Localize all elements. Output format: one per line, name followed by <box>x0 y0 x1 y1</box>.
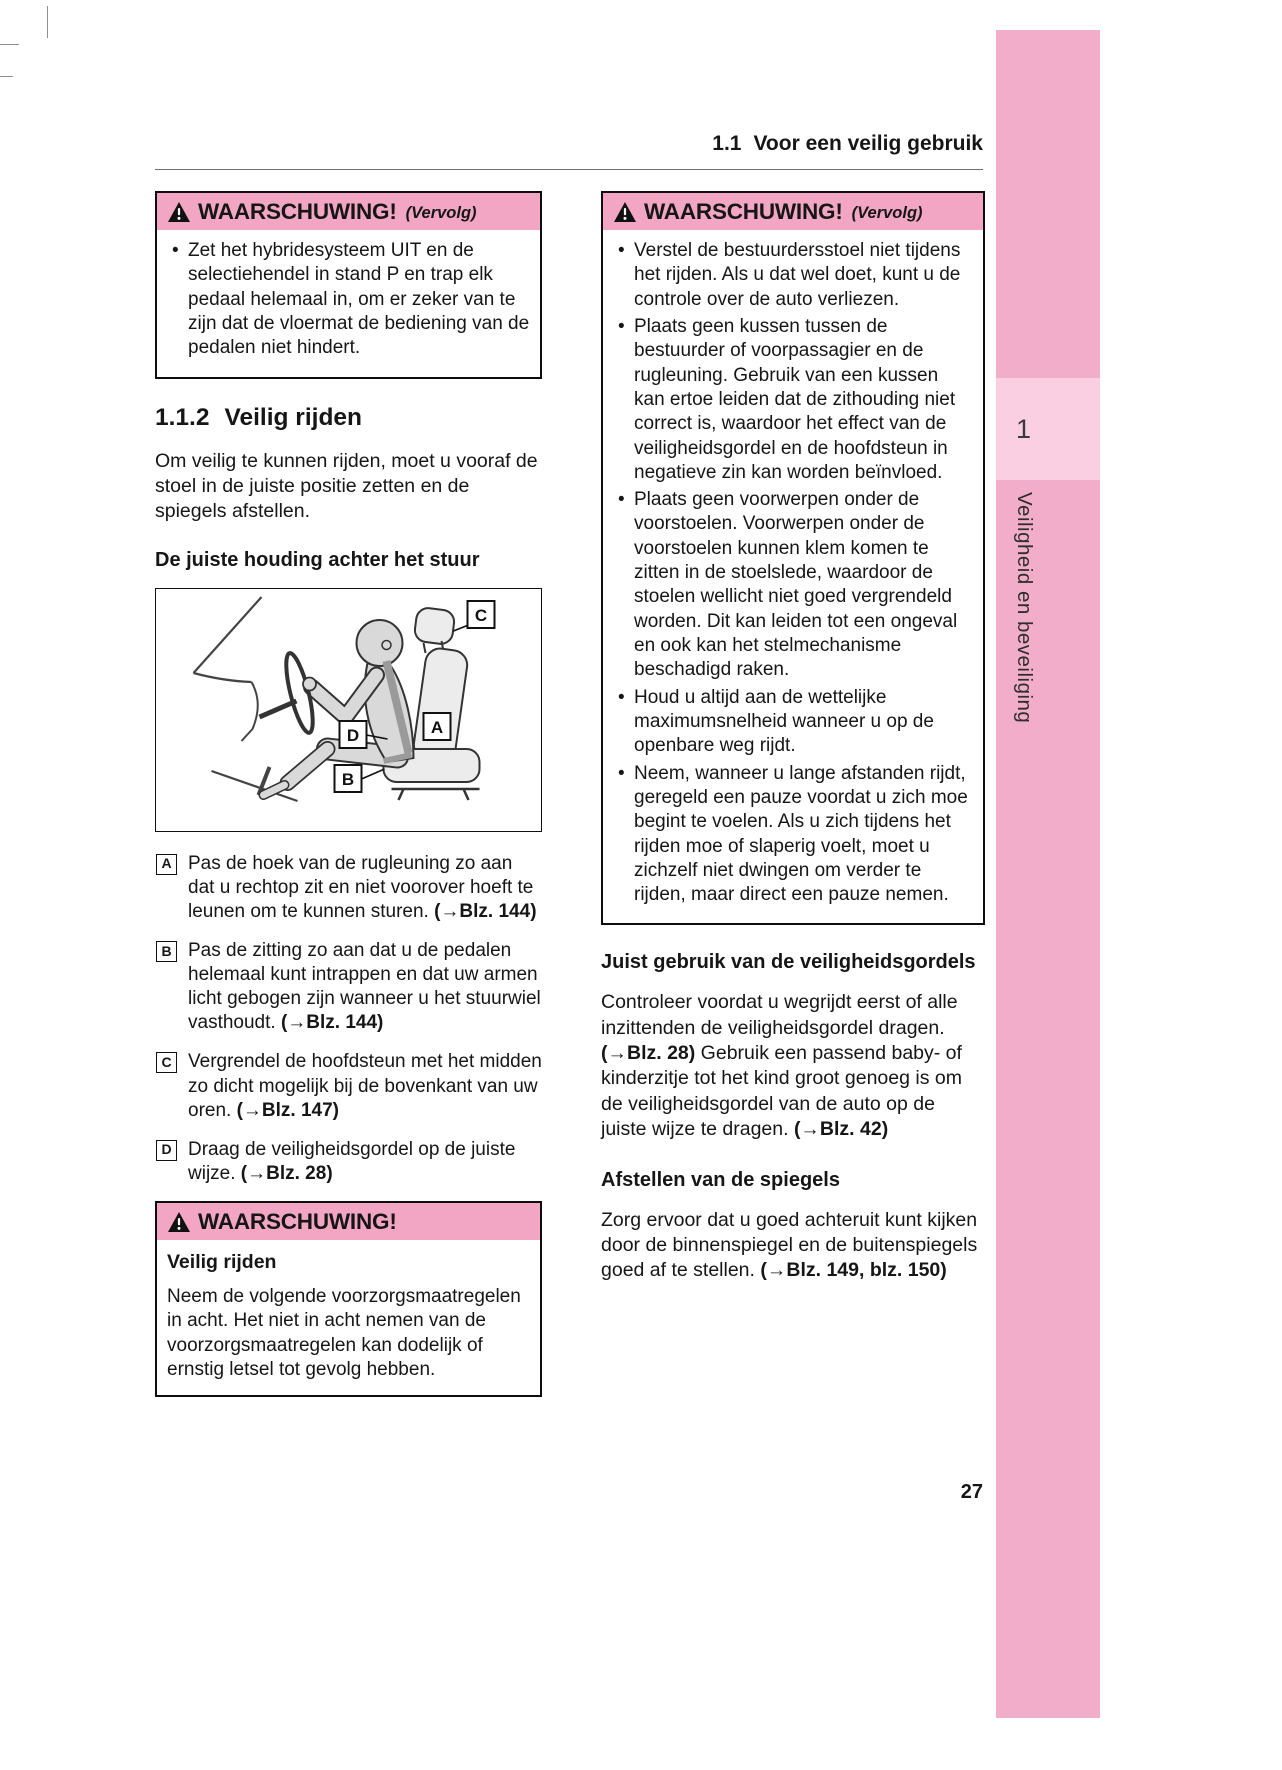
warning-box-body <box>157 1240 540 1395</box>
warning-box-header <box>157 193 540 230</box>
warning-bullet: • Houd u altijd aan de wettelijke maximumsnelheid wanneer u op de openbare weg rijdt. <box>613 686 973 759</box>
labeled-item-b <box>155 939 542 1036</box>
header-divider <box>155 169 983 170</box>
svg-text:D: D <box>346 725 360 745</box>
warning-subtitle: Veilig rijden <box>167 1251 277 1274</box>
warning-box-continued-right <box>601 191 985 925</box>
section-heading-title: Veilig rijden <box>224 403 363 431</box>
crop-mark <box>0 76 13 77</box>
svg-text:B: B <box>341 769 355 789</box>
warning-box-body <box>603 230 983 923</box>
figure-label-b <box>335 765 362 792</box>
chapter-title-wrap <box>996 492 1100 723</box>
warning-box-header <box>157 1203 540 1240</box>
warning-triangle-icon <box>167 201 191 223</box>
warning-continued-label: (Vervolg) <box>405 204 477 222</box>
item-key: B <box>156 941 177 962</box>
section-heading-number: 1.1.2 <box>155 403 210 431</box>
item-text: Pas de zitting zo aan dat u de pedalen helemaal kunt intrappen en dat uw armen licht gebogen zijn wanneer u het stuurwiel vasthoudt. (→Blz. 144) <box>188 939 541 1034</box>
warning-bullet: • Zet het hybridesysteem UIT en de selectiehendel in stand P en trap elk pedaal helemaal in, om er zeker van te zijn dat de vloermat de bediening van de pedalen niet hindert. <box>167 239 530 361</box>
svg-text:A: A <box>430 717 444 737</box>
warning-paragraph: Neem de volgende voorzorgsmaatregelen in acht. Het niet in acht nemen van de voorzorgsmaatregelen kan dodelijk of ernstig letsel tot gevolg hebben. <box>167 1286 521 1380</box>
warning-triangle-icon <box>167 1211 191 1233</box>
mirrors-paragraph: Zorg ervoor dat u goed achteruit kunt kijken door de binnenspiegel en de buitenspiegels goed af te stellen. (→Blz. 149, blz. 150) <box>601 1208 978 1282</box>
warning-box-body <box>157 230 540 377</box>
labeled-item-a <box>155 852 542 924</box>
chapter-title-vertical: Veiligheid en beveiliging <box>1013 492 1036 724</box>
chapter-sidebar <box>996 30 1100 1718</box>
labeled-item-d <box>155 1138 542 1186</box>
section-title: Voor een veilig gebruik <box>753 132 983 155</box>
page-reference: (→Blz. 144) <box>434 900 537 922</box>
labeled-item-c <box>155 1050 542 1122</box>
chapter-number: 1 <box>1016 413 1032 444</box>
mirrors-heading: Afstellen van de spiegels <box>601 1168 840 1191</box>
left-column <box>155 191 542 1421</box>
page-reference: (→Blz. 28) <box>240 1162 333 1184</box>
seating-posture-figure <box>155 588 542 832</box>
crop-mark <box>0 44 19 45</box>
right-column <box>601 191 985 1304</box>
warning-bullet: • Plaats geen kussen tussen de bestuurder of voorpassagier en de rugleuning. Gebruik van een kussen kan ertoe leiden dat de zithouding niet correct is, waardoor het effect van de veiligheidsgordel en de hoofdsteun in negatieve zin kan worden beïnvloed. <box>613 315 973 485</box>
warning-bullet: • Plaats geen voorwerpen onder de voorstoelen. Voorwerpen onder de voorstoelen kunnen klem komen te zitten in de stoelslede, waardoor de stoelen wellicht niet goed vergrendeld worden. Dit kan leiden tot een ongeval en ook kan het stelmechanisme beschadigd raken. <box>613 488 973 683</box>
warning-title: WAARSCHUWING! <box>198 199 397 224</box>
item-text: Vergrendel de hoofdsteun met het midden zo dicht mogelijk bij de bovenkant van uw oren. (→Blz. 147) <box>188 1051 542 1121</box>
page-header <box>155 132 983 156</box>
item-text: Draag de veiligheidsgordel op de juiste wijze. (→Blz. 28) <box>188 1138 516 1184</box>
warning-title: WAARSCHUWING! <box>198 1209 397 1235</box>
warning-title: WAARSCHUWING! <box>644 199 843 224</box>
item-key: A <box>156 854 177 875</box>
figure-label-c <box>468 601 495 628</box>
item-key: D <box>156 1140 177 1161</box>
intro-paragraph: Om veilig te kunnen rijden, moet u vooraf de stoel in de juiste positie zetten en de spiegels afstellen. <box>155 449 538 523</box>
figure-label-a <box>424 713 451 740</box>
page-reference: (→Blz. 147) <box>236 1099 340 1121</box>
svg-text:C: C <box>474 605 488 625</box>
warning-box-continued-left <box>155 191 542 379</box>
warning-triangle-icon <box>613 201 637 223</box>
chapter-tab <box>996 378 1100 480</box>
steering-wheel <box>260 651 319 735</box>
posture-heading: De juiste houding achter het stuur <box>155 548 480 571</box>
warning-box-left-bottom <box>155 1201 542 1397</box>
figure-label-d <box>340 721 367 748</box>
warning-box-header <box>603 193 983 230</box>
crop-mark <box>47 6 48 38</box>
section-heading <box>155 404 542 432</box>
seatbelt-paragraph: Controleer voordat u wegrijdt eerst of alle inzittenden de veiligheidsgordel dragen. (→Blz. 28) Gebruik een passend baby- of kinderzitje tot het kind groot genoeg is om de veiligheidsgordel van de auto op de juiste wijze te dragen. (→Blz. 42) <box>601 991 962 1141</box>
labeled-items-list <box>155 852 542 1187</box>
seatbelt-heading: Juist gebruik van de veiligheidsgordels <box>601 951 976 974</box>
warning-bullet: • Neem, wanneer u lange afstanden rijdt, geregeld een pauze voordat u zich moe begint te voelen. Als u zich tijdens het rijden moe of slaperig voelt, moet u zichzelf niet dwingen om verder te rijden, maar direct een pauze nemen. <box>613 762 973 908</box>
warning-continued-label: (Vervolg) <box>851 204 923 222</box>
warning-bullet: • Verstel de bestuurdersstoel niet tijdens het rijden. Als u dat wel doet, kunt u de controle over de auto verliezen. <box>613 239 973 312</box>
section-number: 1.1 <box>712 132 742 155</box>
page-number: 27 <box>960 1481 983 1503</box>
seating-posture-illustration <box>156 589 541 831</box>
item-key: C <box>156 1052 177 1073</box>
item-text: Pas de hoek van de rugleuning zo aan dat u rechtop zit en niet voorover hoeft te leunen om te kunnen sturen. (→Blz. 144) <box>188 852 537 922</box>
page-reference: (→Blz. 144) <box>280 1012 384 1034</box>
